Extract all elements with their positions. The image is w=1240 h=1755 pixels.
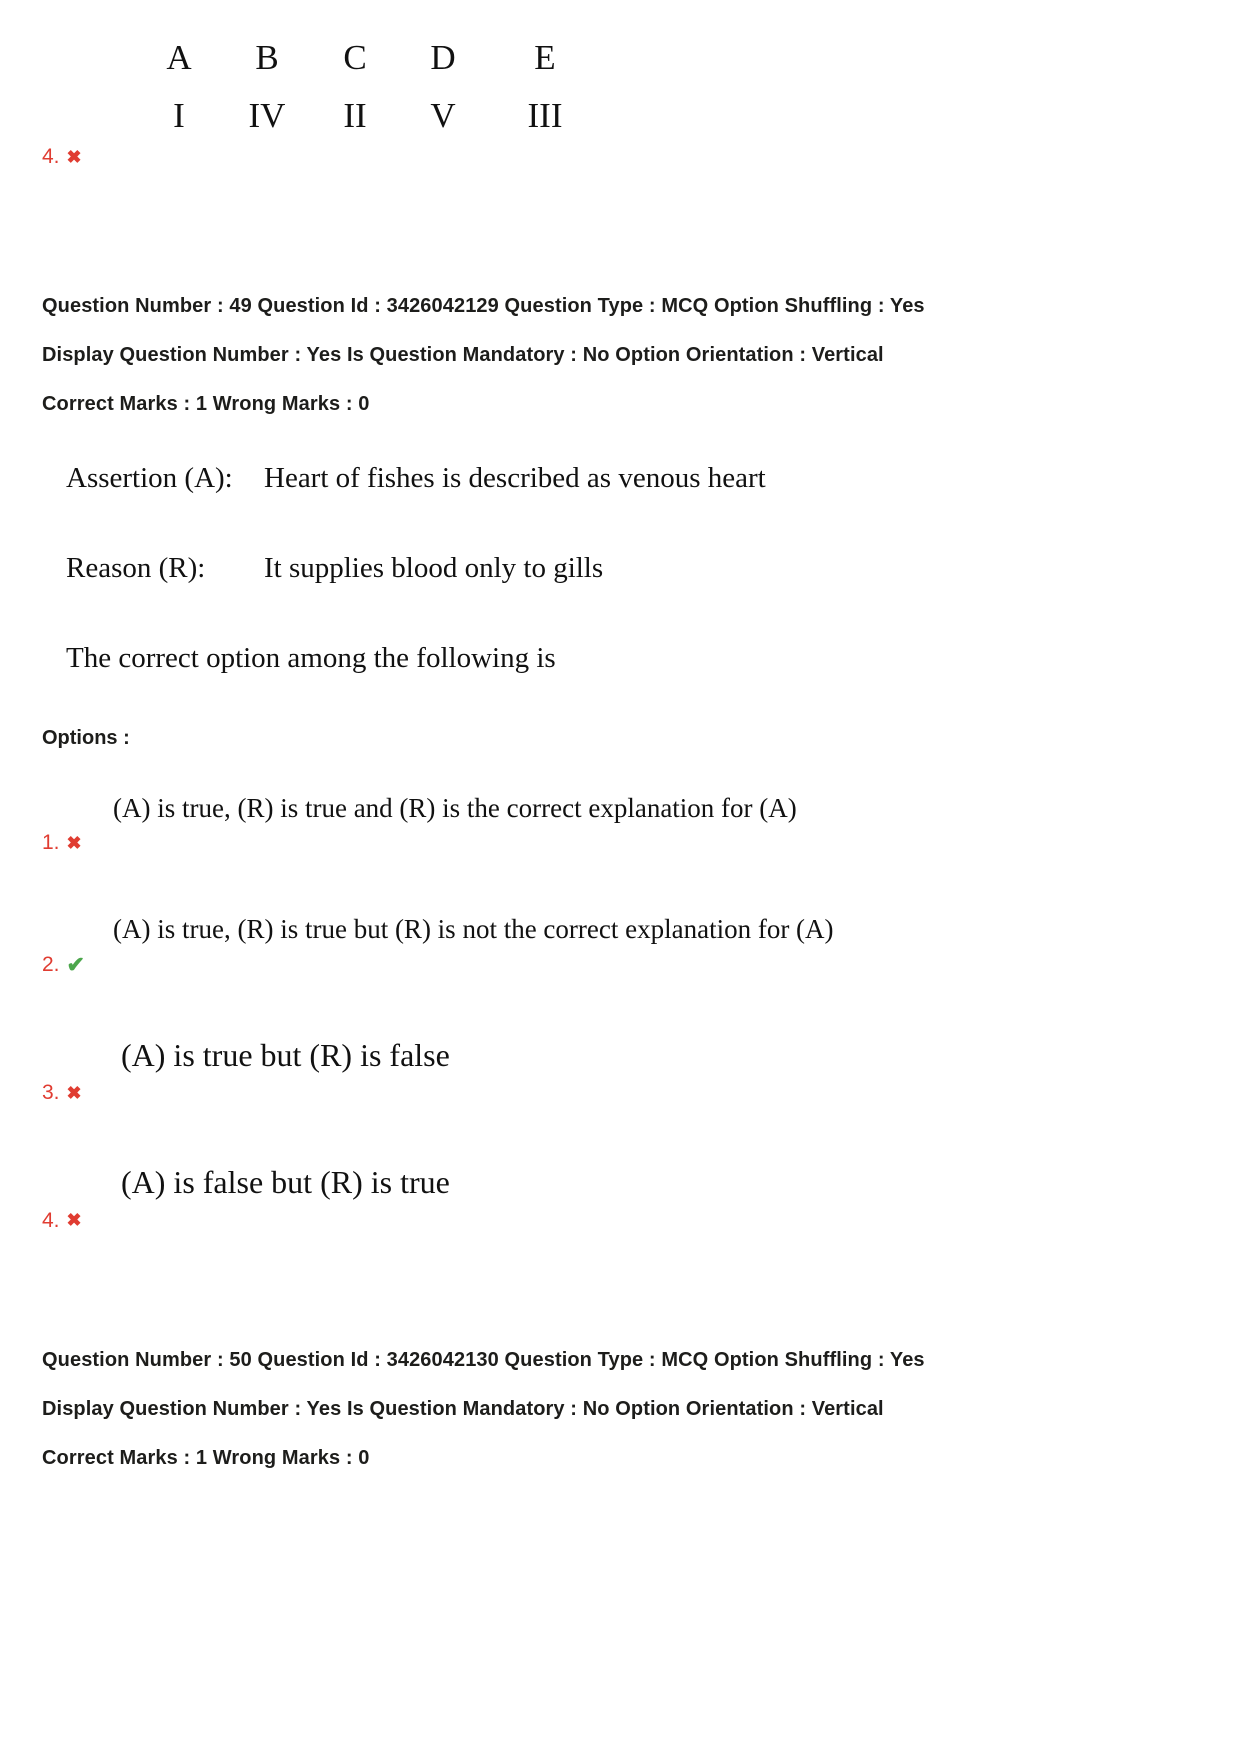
option-marker [42, 832, 1195, 853]
option-2 [42, 913, 1195, 975]
match-cell-numeral: II [343, 96, 367, 135]
correct-icon: ✔ [66, 951, 85, 977]
option-text: (A) is false but (R) is true [121, 1164, 450, 1201]
option-number: 1. [42, 831, 60, 855]
match-cell-letter: E [534, 38, 556, 77]
match-cell-numeral: I [173, 96, 185, 135]
question-meta-line: Question Number : 50 Question Id : 3426042130 Question Type : MCQ Option Shuffling : Yes [42, 1348, 925, 1371]
match-cell-numeral: III [527, 96, 563, 135]
option-marker [42, 1210, 1195, 1231]
match-cell-numeral: IV [248, 96, 286, 135]
reason-text: It supplies blood only to gills [264, 552, 604, 584]
question-meta-line: Display Question Number : Yes Is Question Mandatory : No Option Orientation : Vertical [42, 1397, 884, 1420]
match-cell-numeral: V [430, 96, 456, 135]
option-text: (A) is true, (R) is true but (R) is not the correct explanation for (A) [113, 914, 834, 945]
wrong-icon: ✖ [66, 1210, 82, 1231]
match-cell-letter: D [430, 38, 456, 77]
option-number: 4. [42, 1208, 60, 1232]
option-number: 4. [42, 145, 60, 168]
option-1 [42, 792, 1195, 853]
option-number: 3. [42, 1081, 60, 1105]
question-meta-line: Correct Marks : 1 Wrong Marks : 0 [42, 393, 370, 415]
match-cell-letter: C [343, 38, 367, 77]
question-prompt: The correct option among the following is [66, 642, 556, 674]
question-meta-line: Question Number : 49 Question Id : 3426042129 Question Type : MCQ Option Shuffling : Yes [42, 295, 925, 317]
wrong-icon: ✖ [66, 1082, 82, 1103]
match-cell-letter: B [255, 38, 279, 77]
wrong-icon: ✖ [66, 146, 82, 167]
reason-label: Reason (R): [66, 552, 206, 584]
assertion-label: Assertion (A): [66, 462, 233, 494]
reason-line [66, 552, 1195, 585]
options-heading: Options : [42, 727, 130, 749]
option-text: (A) is true but (R) is false [121, 1036, 450, 1073]
match-answer-table [135, 38, 1195, 136]
question-meta-line: Display Question Number : Yes Is Question Mandatory : No Option Orientation : Vertical [42, 344, 884, 366]
question-49 [42, 295, 1195, 1231]
option-marker [42, 951, 1195, 977]
match-table-value-row [135, 96, 1195, 136]
option-marker [42, 146, 1195, 167]
option-text: (A) is true, (R) is true and (R) is the correct explanation for (A) [113, 793, 797, 823]
option-number: 2. [42, 953, 60, 977]
wrong-icon: ✖ [66, 832, 82, 853]
question-meta-line: Correct Marks : 1 Wrong Marks : 0 [42, 1446, 370, 1469]
match-table-header-row [135, 38, 1195, 78]
assertion-line [66, 462, 1195, 495]
option-4 [42, 1163, 1195, 1230]
option-3 [42, 1036, 1195, 1103]
assertion-text: Heart of fishes is described as venous heart [264, 462, 766, 494]
question-50 [42, 1349, 1195, 1470]
option-marker [42, 1082, 1195, 1103]
question-48-tail [42, 38, 1195, 167]
match-cell-letter: A [166, 38, 192, 77]
